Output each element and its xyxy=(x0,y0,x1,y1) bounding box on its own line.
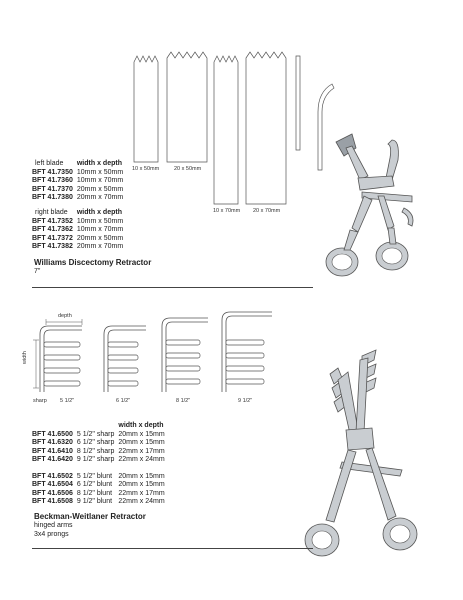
right-blade-header: right blade xyxy=(35,209,68,216)
blade-label-10x70: 10 x 70mm xyxy=(213,208,241,214)
beckman-dims-header: width x depth xyxy=(118,422,164,429)
prong-size-label: 5 1/2" xyxy=(60,398,75,404)
table-row: BFT 41.6320 6 1/2" sharp 20mm x 15mm xyxy=(32,439,165,446)
beckman-subtitle-line: hinged arms xyxy=(34,522,73,529)
left-blade-header: left blade xyxy=(35,160,64,167)
table-row: BFT 41.7362 10mm x 70mm xyxy=(32,226,124,233)
depth-label: depth xyxy=(58,313,72,319)
table-row: BFT 41.7360 10mm x 70mm xyxy=(32,177,124,184)
beckman-subtitle-line: 3x4 prongs xyxy=(34,531,69,538)
table-row: BFT 41.7380 20mm x 70mm xyxy=(32,194,124,201)
width-label: width xyxy=(22,351,28,364)
table-row: BFT 41.6502 5 1/2" blunt 20mm x 15mm xyxy=(32,472,165,480)
sharp-label: sharp xyxy=(33,398,47,404)
prong-size-label: 8 1/2" xyxy=(176,398,191,404)
left-blade-dims-header: width x depth xyxy=(76,160,122,167)
table-row: BFT 41.6504 6 1/2" blunt 20mm x 15mm xyxy=(32,481,165,488)
table-row: BFT 41.6500 5 1/2" sharp 20mm x 15mm xyxy=(32,430,165,438)
table-row: BFT 41.7382 20mm x 70mm xyxy=(32,243,124,250)
table-row: BFT 41.7350 10mm x 50mm xyxy=(32,168,124,176)
right-blade-dims-header: width x depth xyxy=(76,209,122,216)
table-row: BFT 41.6420 9 1/2" sharp 22mm x 24mm xyxy=(32,456,165,463)
prong-size-label: 9 1/2" xyxy=(238,398,253,404)
table-row: BFT 41.6410 8 1/2" sharp 22mm x 17mm xyxy=(32,447,165,455)
blade-label-20x50: 20 x 50mm xyxy=(174,166,202,172)
table-row: BFT 41.7352 10mm x 50mm xyxy=(32,217,124,225)
divider-2 xyxy=(32,548,313,549)
beckman-title: Beckman-Weitlaner Retractor xyxy=(34,512,146,521)
prong-size-label: 6 1/2" xyxy=(116,398,131,404)
table-row: BFT 41.7372 20mm x 50mm xyxy=(32,234,124,242)
table-row: BFT 41.7370 20mm x 50mm xyxy=(32,185,124,193)
williams-subtitle: 7" xyxy=(34,268,41,275)
blade-label-10x50: 10 x 50mm xyxy=(132,166,160,172)
table-row: BFT 41.6508 9 1/2" blunt 22mm x 24mm xyxy=(32,498,165,505)
williams-title: Williams Discectomy Retractor xyxy=(34,258,152,267)
table-row: BFT 41.6506 8 1/2" blunt 22mm x 17mm xyxy=(32,489,165,497)
blade-label-20x70: 20 x 70mm xyxy=(253,208,281,214)
